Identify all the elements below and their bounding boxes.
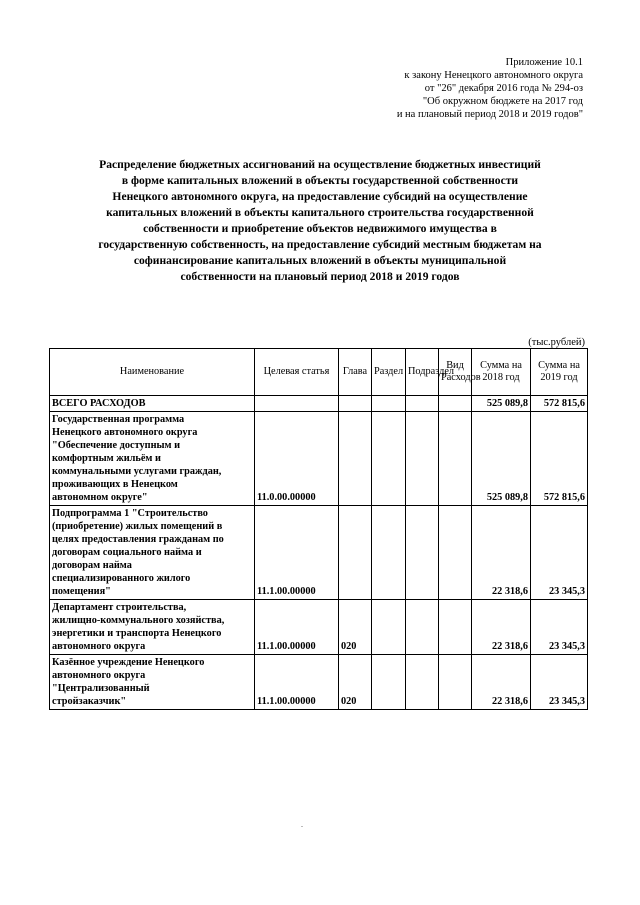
row-exp-type: [439, 600, 472, 655]
table-row: [50, 396, 588, 412]
row-sum-2019: 572 815,6: [531, 396, 588, 412]
title-line: Ненецкого автономного округа, на предоставление субсидий на осуществление: [112, 190, 528, 203]
row-subsection: [406, 506, 439, 600]
row-sum-2019: 23 345,3: [531, 600, 588, 655]
header-target: Целевая статья: [255, 349, 339, 396]
header-sum-2018: Сумма на 2018 год: [472, 349, 531, 396]
row-subsection: [406, 412, 439, 506]
row-exp-type: [439, 396, 472, 412]
table-row: [50, 655, 588, 710]
annex-law-date: от "26" декабря 2016 года № 294-оз: [424, 83, 583, 94]
annex-law-ref: к закону Ненецкого автономного округа: [404, 70, 583, 81]
title-line: Распределение бюджетных ассигнований на осуществление бюджетных инвестиций: [99, 158, 541, 171]
row-chapter: 020: [339, 600, 372, 655]
table-row: [50, 600, 588, 655]
row-chapter: [339, 506, 372, 600]
header-exp-type: Вид Расходов: [439, 349, 472, 396]
row-target: 11.0.00.00000: [255, 412, 339, 506]
units-label: (тыс.рублей): [528, 337, 585, 348]
scan-speck: [301, 826, 303, 827]
row-target: [255, 396, 339, 412]
row-section: [372, 396, 406, 412]
row-sum-2018: 525 089,8: [472, 412, 531, 506]
row-exp-type: [439, 412, 472, 506]
annex-number: Приложение 10.1: [505, 57, 583, 68]
row-sum-2018: 22 318,6: [472, 600, 531, 655]
header-chapter: Глава: [339, 349, 372, 396]
annex-header: [263, 56, 583, 121]
row-subsection: [406, 396, 439, 412]
row-exp-type: [439, 506, 472, 600]
row-name: Государственная программа Ненецкого автономного округа "Обеспечение доступным и комфортным жильём и коммунальными услугами граждан, проживающих в Ненецком автономном округе": [50, 412, 255, 506]
row-sum-2018: 22 318,6: [472, 655, 531, 710]
row-name: Казённое учреждение Ненецкого автономного округа "Централизованный стройзаказчик": [50, 655, 255, 710]
header-section: Раздел: [372, 349, 406, 396]
row-name: ВСЕГО РАСХОДОВ: [50, 396, 255, 412]
row-section: [372, 655, 406, 710]
header-subsection: Подраздел: [406, 349, 439, 396]
title-line: собственности на плановый период 2018 и 2019 годов: [180, 270, 460, 283]
header-name: Наименование: [50, 349, 255, 396]
table-row: [50, 506, 588, 600]
row-subsection: [406, 600, 439, 655]
row-exp-type: [439, 655, 472, 710]
row-sum-2018: 22 318,6: [472, 506, 531, 600]
row-chapter: 020: [339, 655, 372, 710]
title-line: капитальных вложений в объекты капитального строительства государственной: [106, 206, 534, 219]
table-row: [50, 412, 588, 506]
row-sum-2019: 23 345,3: [531, 655, 588, 710]
table-header-row: [50, 349, 588, 396]
title-line: в форме капитальных вложений в объекты государственной собственности: [121, 174, 519, 187]
title-line: софинансирование капитальных вложений в объекты муниципальной: [133, 254, 507, 267]
title-line: собственности и приобретение объектов недвижимого имущества в: [143, 222, 497, 235]
row-target: 11.1.00.00000: [255, 506, 339, 600]
row-target: 11.1.00.00000: [255, 600, 339, 655]
header-sum-2019: Сумма на 2019 год: [531, 349, 588, 396]
row-sum-2018: 525 089,8: [472, 396, 531, 412]
row-section: [372, 506, 406, 600]
row-name: Подпрограмма 1 "Строительство (приобретение) жилых помещений в целях предоставления гражданам по договорам социального найма и договорам найма специализированного жилого помещения": [50, 506, 255, 600]
row-name: Департамент строительства, жилищно-коммунального хозяйства, энергетики и транспорта Ненецкого автономного округа: [50, 600, 255, 655]
row-section: [372, 412, 406, 506]
title-line: государственную собственность, на предоставление субсидий местным бюджетам на: [98, 238, 542, 251]
row-chapter: [339, 412, 372, 506]
row-subsection: [406, 655, 439, 710]
row-section: [372, 600, 406, 655]
row-chapter: [339, 396, 372, 412]
annex-law-title: "Об окружном бюджете на 2017 год: [422, 96, 583, 107]
budget-table: [49, 348, 588, 710]
row-target: 11.1.00.00000: [255, 655, 339, 710]
document-title: [48, 157, 592, 285]
row-sum-2019: 23 345,3: [531, 506, 588, 600]
row-sum-2019: 572 815,6: [531, 412, 588, 506]
annex-law-period: и на плановый период 2018 и 2019 годов": [396, 109, 583, 120]
